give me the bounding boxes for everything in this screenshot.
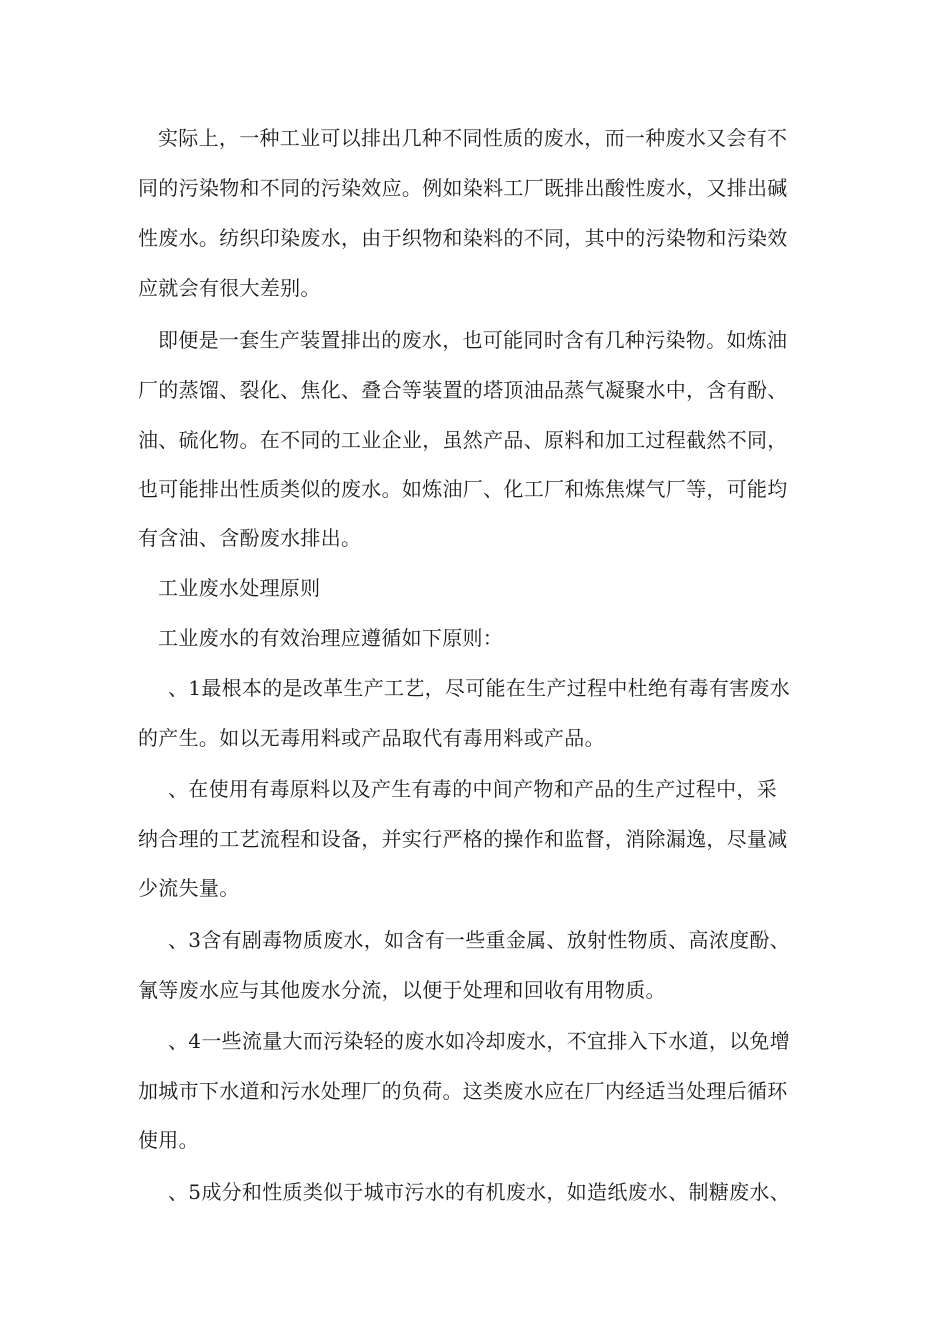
principle-1-line-2: 的产生。如以无毒用料或产品取代有毒用料或产品。 (138, 726, 605, 750)
principle-2-line-2: 纳合理的工艺流程和设备，并实行严格的操作和监督，消除漏逸，尽量减 (138, 827, 788, 851)
paragraph-1-line-1: 实际上，一种工业可以排出几种不同性质的废水，而一种废水又会有不 (158, 126, 788, 150)
paragraph-2-line-5: 有含油、含酚废水排出。 (138, 526, 362, 550)
paragraph-1-line-3: 性废水。纺织印染废水，由于织物和染料的不同，其中的污染物和污染效 (138, 226, 788, 250)
principle-2-line-3: 少流失量。 (138, 876, 240, 900)
principle-2-line-1: 、在使用有毒原料以及产生有毒的中间产物和产品的生产过程中，采 (168, 777, 777, 801)
paragraph-2-line-1: 即便是一套生产装置排出的废水，也可能同时含有几种污染物。如炼油 (158, 328, 788, 352)
paragraph-2-line-3: 油、硫化物。在不同的工业企业，虽然产品、原料和加工过程截然不同， (138, 428, 788, 452)
principle-4-line-3: 使用。 (138, 1128, 199, 1152)
principle-4-line-2: 加城市下水道和污水处理厂的负荷。这类废水应在厂内经适当处理后循环 (138, 1079, 788, 1103)
principle-3-line-2: 氰等废水应与其他废水分流，以便于处理和回收有用物质。 (138, 978, 666, 1002)
principles-intro: 工业废水的有效治理应遵循如下原则： (158, 626, 504, 650)
principle-1-line-1: 、1最根本的是改革生产工艺，尽可能在生产过程中杜绝有毒有害废水 (168, 676, 791, 700)
section-heading: 工业废水处理原则 (158, 576, 321, 600)
paragraph-2-line-4: 也可能排出性质类似的废水。如炼油厂、化工厂和炼焦煤气厂等，可能均 (138, 477, 788, 501)
principle-4-line-1: 、4一些流量大而污染轻的废水如冷却废水，不宜排入下水道，以免增 (168, 1029, 791, 1053)
paragraph-1-line-4: 应就会有很大差别。 (138, 276, 321, 300)
paragraph-1-line-2: 同的污染物和不同的污染效应。例如染料工厂既排出酸性废水，又排出碱 (138, 176, 788, 200)
principle-5-line-1: 、5成分和性质类似于城市污水的有机废水，如造纸废水、制糖废水、 (168, 1180, 791, 1204)
principle-3-line-1: 、3含有剧毒物质废水，如含有一些重金属、放射性物质、高浓度酚、 (168, 928, 791, 952)
paragraph-2-line-2: 厂的蒸馏、裂化、焦化、叠合等装置的塔顶油品蒸气凝聚水中，含有酚、 (138, 378, 788, 402)
